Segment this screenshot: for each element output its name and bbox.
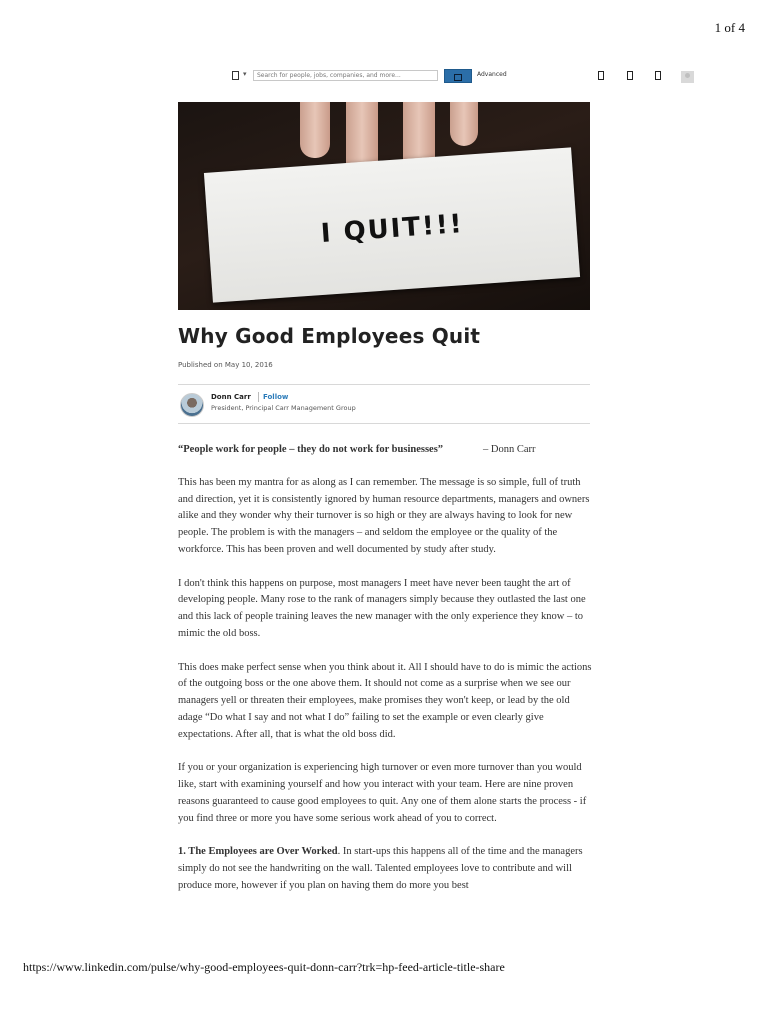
- body-paragraph-point-1: [178, 844, 592, 894]
- pull-quote: [178, 442, 592, 459]
- point-heading: 1. The Employees are Over Worked: [178, 846, 338, 858]
- body-paragraph: This does make perfect sense when you think about it. All I should have to do is mimic the actions of the outgoing boss or the one above them. It should not come as a surprise when we see our managers yell or threaten their employees, make promises they won't keep, or lead by the old adage “Do what I say and not what I do” failing to set the example or even clearly give expectations. After all, that is what the old boss did.: [178, 661, 592, 740]
- messages-icon[interactable]: [598, 71, 604, 80]
- author-headline: President, Principal Carr Management Group: [211, 404, 356, 412]
- body-paragraph: This has been my mantra for as along as I can remember. The message is so simple, full of truth and direction, yet it is consistently ignored by human resource departments, managers and owners alike and they wonder why their turnover is so high or they are always having to look for new people. The problem is with the managers – and seldom the employee or the quality of the workforce. This has been proven and well documented by study after study.: [178, 476, 590, 555]
- body-paragraph: If you or your organization is experiencing high turnover or even more turnover than you would like, start with examining yourself and how you interact with your team. Here are nine proven reasons guaranteed to cause good employees to quit. Any one of them alone starts the process - if you find three or more you have some serious work ahead of you to correct.: [178, 762, 587, 824]
- finger-shape: [450, 102, 478, 146]
- article-title: Why Good Employees Quit: [178, 324, 481, 348]
- notifications-icon[interactable]: [627, 71, 633, 80]
- finger-shape: [300, 102, 330, 158]
- source-url: https://www.linkedin.com/pulse/why-good-employees-quit-donn-carr?trk=hp-feed-article-title-share: [23, 960, 505, 974]
- page-counter: 1 of 4: [714, 20, 745, 35]
- add-connections-icon[interactable]: [655, 71, 661, 80]
- body-paragraph: I don't think this happens on purpose, most managers I meet have never been taught the art of developing people. Many rose to the rank of managers simply because they outlasted the last one and this lack of people training leaves the new manager with the only experience they know – to mimic the old boss.: [178, 577, 586, 639]
- card-text: I QUIT!!!: [319, 209, 465, 249]
- author-avatar[interactable]: [180, 393, 204, 417]
- divider: [178, 423, 590, 424]
- resignation-card: [204, 147, 580, 302]
- search-button[interactable]: [444, 69, 472, 83]
- divider: [258, 392, 259, 402]
- profile-avatar-icon[interactable]: [681, 71, 694, 83]
- search-icon: [454, 74, 462, 81]
- point-text: . In start-ups this happens all of the time and the managers simply do not see the handwriting on the wall. Talented employees love to contribute and will produce more, however if you plan on having them do more you best: [178, 846, 583, 891]
- quote-text: “People work for people – they do not work for businesses”: [178, 444, 444, 455]
- author-name[interactable]: Donn Carr: [211, 393, 251, 401]
- article-body: [178, 442, 592, 912]
- published-date: Published on May 10, 2016: [178, 361, 273, 369]
- advanced-search-link[interactable]: Advanced: [477, 71, 507, 78]
- search-input[interactable]: [253, 70, 438, 81]
- top-navigation-bar: [232, 69, 694, 83]
- divider: [178, 384, 590, 385]
- follow-button[interactable]: Follow: [263, 393, 289, 401]
- chevron-down-icon[interactable]: ▾: [243, 70, 247, 78]
- quote-attribution: – Donn Carr: [483, 444, 536, 455]
- article-hero-image: [178, 102, 590, 310]
- linkedin-icon[interactable]: [232, 71, 239, 80]
